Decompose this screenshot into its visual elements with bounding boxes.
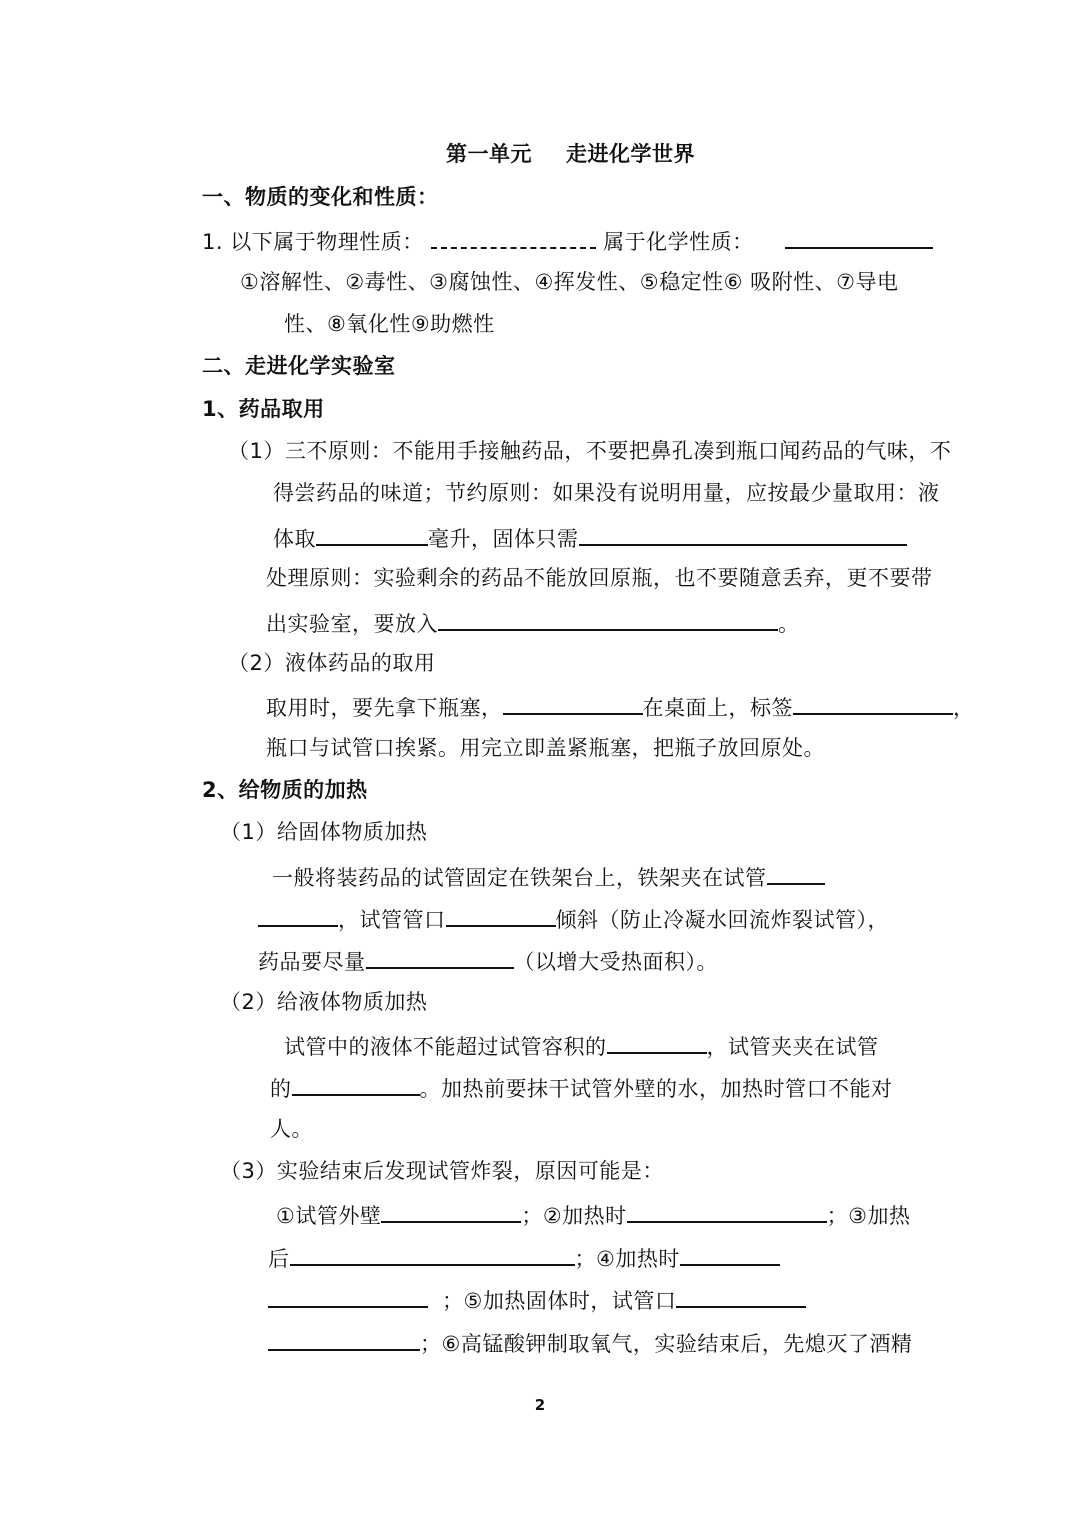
text-fragment: ，试管管口 xyxy=(338,908,446,932)
text-fragment: 取用时，要先拿下瓶塞， xyxy=(266,696,503,720)
blank-reason-2[interactable] xyxy=(627,1199,827,1223)
question-1-text-b: 属于化学性质： xyxy=(603,230,754,254)
blank-reason-4a[interactable] xyxy=(680,1242,780,1266)
blank-solid-amount[interactable] xyxy=(579,522,907,546)
text-fragment: 药品要尽量 xyxy=(258,950,366,974)
blank-reason-5a[interactable] xyxy=(676,1284,806,1308)
paragraph-line xyxy=(270,1072,893,1103)
paragraph-line xyxy=(272,861,825,892)
blank-clamp-position-b[interactable] xyxy=(258,903,338,927)
paragraph-line xyxy=(273,522,907,553)
page-number: 2 xyxy=(534,1396,546,1414)
paragraph-line xyxy=(258,903,889,934)
question-1-options: ①溶解性、②毒性、③腐蚀性、④挥发性、⑤稳定性⑥ 吸附性、⑦导电 xyxy=(240,270,899,294)
paragraph-line: 得尝药品的味道；节约原则：如果没有说明用量，应按最少量取用：液 xyxy=(273,481,940,505)
paragraph-line: 瓶口与试管口挨紧。用完立即盖紧瓶塞，把瓶子放回原处。 xyxy=(266,736,825,760)
text-fragment: （以增大受热面积）。 xyxy=(513,950,718,974)
text-fragment: 的 xyxy=(270,1077,292,1101)
blank-reason-5b[interactable] xyxy=(268,1327,420,1351)
blank-leftover-container[interactable] xyxy=(438,607,778,631)
paragraph-line xyxy=(276,1199,910,1230)
item-heading: （2）给液体物质加热 xyxy=(220,990,428,1014)
text-fragment: ；③加热 xyxy=(826,1204,911,1228)
text-fragment: 在桌面上，标签 xyxy=(642,696,793,720)
text-fragment: ；②加热时 xyxy=(521,1204,627,1228)
section-heading-1: 一、物质的变化和性质： xyxy=(202,185,439,209)
blank-liquid-volume[interactable] xyxy=(607,1030,707,1054)
paragraph-line xyxy=(258,945,718,976)
text-fragment: ①试管外壁 xyxy=(276,1204,382,1228)
blank-clamp-location[interactable] xyxy=(292,1072,420,1096)
text-fragment: ， xyxy=(953,696,975,720)
paragraph-line xyxy=(268,1242,780,1273)
subsection-heading-1: 1、药品取用 xyxy=(202,397,325,421)
paragraph-line xyxy=(284,1030,879,1061)
item-heading: （1）给固体物质加热 xyxy=(220,820,428,844)
text-fragment: 倾斜（防止冷凝水回流炸裂试管）， xyxy=(555,908,889,932)
question-1-text-a: 1. 以下属于物理性质： xyxy=(202,230,424,254)
paragraph-line xyxy=(266,691,975,722)
text-fragment: 。 xyxy=(778,612,800,636)
text-fragment: 试管中的液体不能超过试管容积的 xyxy=(284,1035,607,1059)
text-fragment: ，试管夹夹在试管 xyxy=(706,1035,879,1059)
blank-reason-4b[interactable] xyxy=(268,1284,428,1308)
text-fragment: 后 xyxy=(268,1247,290,1271)
text-fragment: 毫升，固体只需 xyxy=(428,527,579,551)
text-fragment: 。加热前要抹干试管外壁的水，加热时管口不能对 xyxy=(419,1077,893,1101)
text-fragment: 体取 xyxy=(273,527,316,551)
item-heading: （3）实验结束后发现试管炸裂，原因可能是： xyxy=(220,1159,664,1183)
blank-label-direction[interactable] xyxy=(793,691,953,715)
text-fragment: ；⑤加热固体时，试管口 xyxy=(442,1289,677,1313)
paragraph-line xyxy=(266,607,800,638)
blank-reason-1[interactable] xyxy=(381,1199,521,1223)
blank-chemical-properties[interactable] xyxy=(785,225,933,249)
section-heading-2: 二、走进化学实验室 xyxy=(202,354,396,378)
paragraph-line: （1）三不原则：不能用手接触药品，不要把鼻孔凑到瓶口闻药品的气味，不 xyxy=(228,439,952,463)
blank-spread-chemicals[interactable] xyxy=(366,945,514,969)
question-1-line xyxy=(202,225,933,256)
blank-stopper-placement[interactable] xyxy=(503,691,643,715)
blank-physical-properties[interactable] xyxy=(431,225,596,249)
text-fragment: ；⑥高锰酸钾制取氧气，实验结束后，先熄灭了酒精 xyxy=(420,1332,913,1356)
blank-tube-tilt[interactable] xyxy=(446,903,556,927)
page-title xyxy=(446,140,695,168)
text-fragment: ；④加热时 xyxy=(574,1247,680,1271)
blank-reason-3[interactable] xyxy=(290,1242,575,1266)
item-heading: （2）液体药品的取用 xyxy=(228,651,436,675)
text-fragment: 出实验室，要放入 xyxy=(266,612,438,636)
blank-clamp-position-a[interactable] xyxy=(767,861,825,885)
paragraph-line xyxy=(268,1327,912,1358)
blank-liquid-ml[interactable] xyxy=(316,522,428,546)
unit-label: 第一单元 xyxy=(446,142,532,166)
paragraph-line: 人。 xyxy=(270,1117,313,1141)
text-fragment: 一般将装药品的试管固定在铁架台上，铁架夹在试管 xyxy=(272,866,767,890)
subsection-heading-2: 2、给物质的加热 xyxy=(202,778,368,802)
paragraph-line xyxy=(268,1284,806,1315)
unit-name: 走进化学世界 xyxy=(566,142,695,166)
paragraph-line: 处理原则：实验剩余的药品不能放回原瓶，也不要随意丢弃，更不要带 xyxy=(266,566,933,590)
question-1-options-cont: 性、⑧氧化性⑨助燃性 xyxy=(284,312,495,336)
